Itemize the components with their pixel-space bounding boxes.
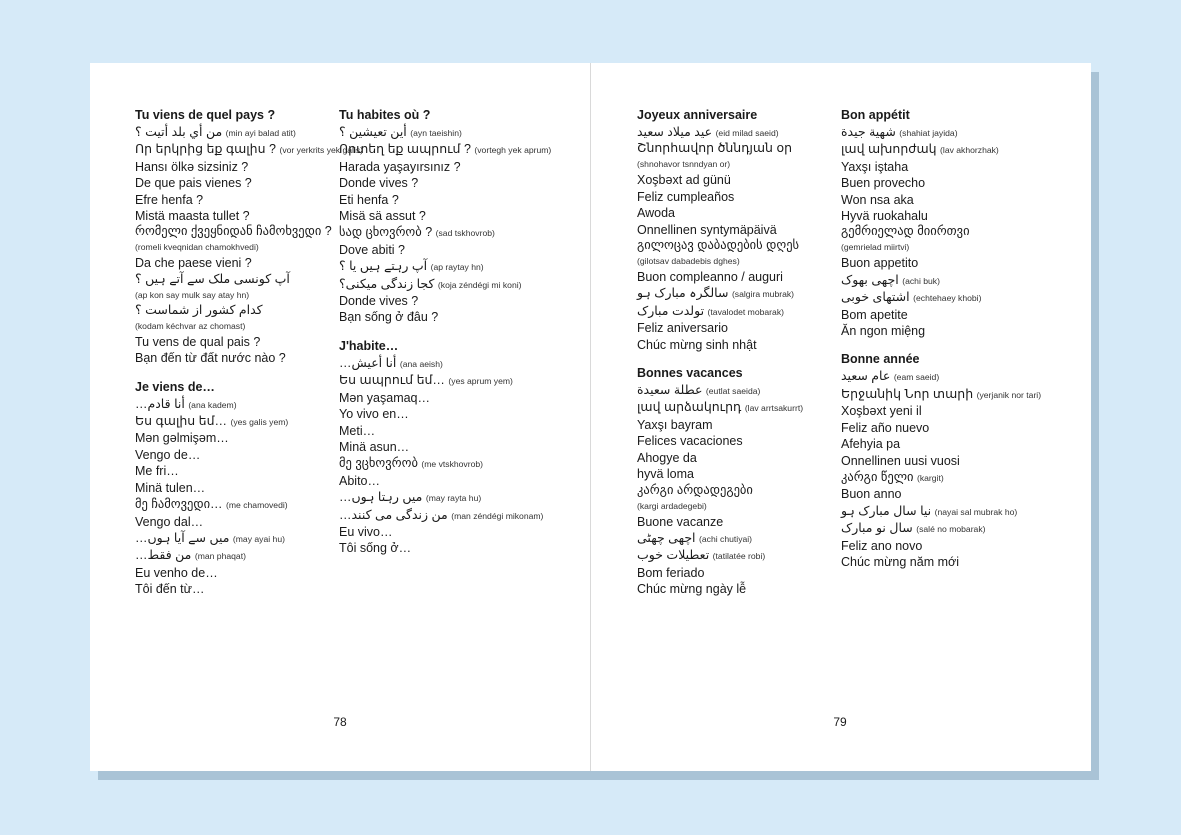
transliteration: (eam saeid) <box>893 372 940 383</box>
phrase-entry <box>637 530 837 547</box>
phrase-entry <box>841 289 1041 306</box>
phrase-text: Xoşbəxt yeni il <box>841 404 922 419</box>
phrase-entry <box>637 581 837 597</box>
phrase-entry <box>841 420 1041 436</box>
phrase-text: Chúc mừng sinh nhật <box>637 337 757 352</box>
phrase-entry <box>841 141 1041 158</box>
phrase-text: Feliz aniversario <box>637 321 729 336</box>
phrase-text: عطلة سعيدة <box>637 383 703 398</box>
phrase-entry <box>637 483 837 514</box>
phrase-entry <box>637 141 837 172</box>
phrase-text: من فقط… <box>135 548 192 563</box>
phrase-text: Buon appetito <box>841 256 919 271</box>
phrase-entry <box>841 255 1041 271</box>
phrase-text: Donde vives ? <box>339 294 419 309</box>
phrase-text: Buone vacanze <box>637 514 724 529</box>
phrase-text: Tôi sống ở… <box>339 541 412 556</box>
phrase-text: سالگرہ مبارک ہو <box>637 286 729 301</box>
phrase-entry <box>637 547 837 564</box>
phrase-entry <box>841 175 1041 191</box>
transliteration: (tavalodet mobarak) <box>707 306 784 317</box>
page-number-left: 78 <box>333 715 347 729</box>
phrase-entry <box>135 303 335 334</box>
phrase-entry <box>339 192 539 208</box>
phrase-entry <box>135 480 335 496</box>
transliteration: (may rayta hu) <box>425 493 482 504</box>
phrase-entry <box>135 255 335 271</box>
phrase-entry <box>135 496 335 513</box>
phrase-text: მე ჩამოვედი… <box>135 497 223 512</box>
phrase-entry <box>135 514 335 530</box>
phrase-text: میں سے آیا ہوں… <box>135 530 230 545</box>
phrase-text: კარგი წელი <box>841 469 914 484</box>
phrase-entry <box>841 403 1041 419</box>
transliteration: (ap kon say mulk say atay hn) <box>135 289 250 300</box>
phrase-text: Mən gəlmişəm… <box>135 431 229 446</box>
phrase-entry <box>637 222 837 238</box>
phrase-entry <box>339 276 539 293</box>
phrase-entry <box>637 172 837 188</box>
phrase-text: გილოცავ დაბადების დღეს <box>637 238 800 253</box>
phrase-entry <box>135 463 335 479</box>
transliteration: (kargit) <box>916 472 944 483</box>
transliteration: (achi buk) <box>902 275 940 286</box>
phrase-text: Feliz ano novo <box>841 538 923 553</box>
page-number-right: 79 <box>833 715 847 729</box>
phrase-entry <box>637 303 837 320</box>
section-i-come-from <box>135 379 335 598</box>
phrase-text: Feliz año nuevo <box>841 420 930 435</box>
phrase-entry <box>841 124 1041 141</box>
phrase-text: Hyvä ruokahalu <box>841 209 928 224</box>
phrase-entry <box>339 175 539 191</box>
transliteration: (salgira mubrak) <box>731 289 795 300</box>
phrase-text: عام سعيد <box>841 369 891 384</box>
transliteration: (yerjanik nor tari) <box>976 389 1042 400</box>
phrase-entry <box>841 323 1041 339</box>
phrase-text: Buon compleanno / auguri <box>637 270 783 285</box>
phrase-entry <box>841 386 1041 403</box>
phrase-entry <box>135 175 335 191</box>
phrase-text: Efre henfa ? <box>135 192 204 207</box>
phrase-text: اچھی بھوک <box>841 272 899 287</box>
phrase-text: آپ کونسی ملک سے آتے ہیں ؟ <box>135 271 290 286</box>
section-title: Bonne année <box>841 352 920 367</box>
phrase-text: Chúc mừng năm mới <box>841 554 959 569</box>
phrase-text: სად ცხოვრობ ? <box>339 225 433 240</box>
phrase-entry <box>637 269 837 285</box>
phrase-entry <box>339 242 539 258</box>
phrase-entry <box>841 469 1041 486</box>
transliteration: (yes aprum yem) <box>448 376 513 387</box>
phrase-entry <box>637 189 837 205</box>
phrase-entry <box>339 309 539 325</box>
phrase-text: Awoda <box>637 206 675 221</box>
phrase-text: Misä sä assut ? <box>339 209 426 224</box>
section-happy-birthday <box>637 107 837 353</box>
phrase-text: Minä asun… <box>339 439 410 454</box>
phrase-text: მე ვცხოვრობ <box>339 456 418 471</box>
phrase-text: რომელი ქვეყნიდან ჩამოხვედი ? <box>135 224 332 239</box>
phrase-text: Onnellinen uusi vuosi <box>841 453 960 468</box>
phrase-text: Xoşbəxt ad günü <box>637 173 731 188</box>
phrase-entry <box>841 538 1041 554</box>
phrase-text: Won nsa aka <box>841 192 914 207</box>
column-3 <box>637 107 837 610</box>
phrase-text: Ես ապրում եմ… <box>339 373 445 388</box>
phrase-entry <box>135 530 335 547</box>
phrase-text: سال نو مبارک <box>841 521 913 536</box>
phrase-entry <box>841 307 1041 323</box>
phrase-entry <box>841 208 1041 224</box>
phrase-entry <box>339 159 539 175</box>
section-title: Tu habites où ? <box>339 108 431 122</box>
phrase-entry <box>637 514 837 530</box>
phrase-entry <box>135 141 364 158</box>
phrase-text: გემრიელად მიირთვი <box>841 224 970 239</box>
phrase-text: کجا زندگی میکنی؟ <box>339 276 435 291</box>
phrase-entry <box>339 355 539 372</box>
transliteration: (sad tskhovrob) <box>435 228 495 239</box>
phrase-entry <box>637 417 837 433</box>
transliteration: (koja zéndégi mi koni) <box>437 279 522 290</box>
phrase-text: Yaxşı iştaha <box>841 159 909 174</box>
phrase-entry <box>339 141 552 158</box>
phrase-text: Eti henfa ? <box>339 192 399 207</box>
transliteration: (vortegh yek aprum) <box>474 145 552 156</box>
phrase-entry <box>339 124 539 141</box>
phrase-entry <box>135 547 335 564</box>
phrase-text: Yo vivo en… <box>339 407 409 422</box>
phrase-text: Hansı ölkə sizsiniz ? <box>135 159 249 174</box>
phrase-entry <box>135 124 335 141</box>
phrase-text: تولدت مبارک <box>637 303 705 318</box>
phrase-entry <box>637 565 837 581</box>
phrase-entry <box>135 350 335 366</box>
transliteration: (vor yerkrits yek galis) <box>279 145 364 156</box>
phrase-text: Որ երկրից եք գալիս ? <box>135 142 276 157</box>
phrase-text: լավ արձակուրդ <box>637 400 742 415</box>
transliteration: (echtehaey khobi) <box>913 293 982 304</box>
phrase-entry <box>339 524 539 540</box>
phrase-text: Feliz cumpleaños <box>637 189 735 204</box>
phrase-text: أنا قادم… <box>135 396 185 411</box>
transliteration: (gemrielad miirtvi) <box>841 242 910 253</box>
phrase-text: Eu venho de… <box>135 565 218 580</box>
phrase-entry <box>637 320 837 336</box>
phrase-text: Ăn ngon miệng <box>841 324 926 339</box>
section-title: Bonnes vacances <box>637 366 743 381</box>
phrase-text: نیا سال مبارک ہو <box>841 503 932 518</box>
phrase-entry <box>841 272 1041 289</box>
phrase-text: Eu vivo… <box>339 524 393 539</box>
transliteration: (ayn taeishin) <box>410 128 462 138</box>
transliteration: (eid milad saeid) <box>715 128 779 138</box>
phrase-entry <box>841 368 1041 385</box>
phrase-text: کدام کشور از شماست ؟ <box>135 302 263 317</box>
phrase-text: اچھی چھٹی <box>637 530 696 545</box>
column-2 <box>339 107 552 569</box>
phrase-text: Որտեղ եք ապրում ? <box>339 142 471 157</box>
phrase-entry <box>339 293 539 309</box>
phrase-text: Harada yaşayırsınız ? <box>339 159 461 174</box>
section-happy-holidays <box>637 365 837 597</box>
transliteration: (ana aeish) <box>399 358 443 369</box>
transliteration: (me vtskhovrob) <box>421 459 484 470</box>
phrase-entry <box>339 473 539 489</box>
phrase-text: De que pais vienes ? <box>135 176 252 191</box>
phrase-entry <box>637 285 837 302</box>
phrase-entry <box>841 224 1041 255</box>
phrase-text: Ahogye da <box>637 450 697 465</box>
phrase-entry <box>135 430 335 446</box>
phrase-entry <box>637 466 837 482</box>
transliteration: (nayai sal mubrak ho) <box>934 506 1018 517</box>
phrase-text: Vengo dal… <box>135 514 204 529</box>
phrase-entry <box>135 192 335 208</box>
transliteration: (ap raytay hn) <box>430 262 484 273</box>
transliteration: (gilotsav dabadebis dghes) <box>637 256 740 267</box>
phrase-entry <box>135 224 335 255</box>
transliteration: (may ayai hu) <box>232 533 285 544</box>
book-spread <box>90 63 1091 771</box>
transliteration: (tatilatée robi) <box>712 551 766 562</box>
phrase-entry <box>841 520 1041 537</box>
transliteration: (yes galis yem) <box>230 417 289 428</box>
phrase-text: Onnellinen syntymäpäivä <box>637 222 777 237</box>
phrase-entry <box>339 390 539 406</box>
transliteration: (salé no mobarak) <box>916 524 986 535</box>
phrase-text: Երջանիկ Նոր տարի <box>841 386 974 401</box>
phrase-text: Vengo de… <box>135 447 201 462</box>
phrase-entry <box>339 423 539 439</box>
transliteration: (eutlat saeida) <box>705 386 761 397</box>
section-title: Tu viens de quel pays ? <box>135 108 276 122</box>
phrase-text: Bom apetite <box>841 307 908 322</box>
transliteration: (kodam kéchvar az chomast) <box>135 320 246 331</box>
phrase-entry <box>135 208 335 224</box>
transliteration: (min ayi balad atit) <box>225 128 296 138</box>
section-title: Je viens de… <box>135 379 215 394</box>
transliteration: (romeli kveqnidan chamokhvedi) <box>135 242 259 253</box>
phrase-entry <box>637 337 837 353</box>
phrase-entry <box>135 413 335 430</box>
section-where-live <box>339 107 552 326</box>
phrase-text: Շնորհավոր ծննդյան օր <box>637 141 792 156</box>
phrase-entry <box>637 205 837 221</box>
phrase-text: Donde vives ? <box>339 176 419 191</box>
phrase-entry <box>339 507 544 524</box>
phrase-entry <box>339 208 539 224</box>
phrase-entry <box>339 258 539 275</box>
phrase-entry <box>339 439 539 455</box>
phrase-text: اشتهای خوبی <box>841 290 910 305</box>
phrase-text: Bom feriado <box>637 565 705 580</box>
phrase-text: Minä tulen… <box>135 480 206 495</box>
phrase-entry <box>339 455 539 472</box>
phrase-text: Buen provecho <box>841 176 926 191</box>
phrase-entry <box>637 124 837 141</box>
phrase-text: عيد ميلاد سعيد <box>637 125 713 139</box>
phrase-text: Buon anno <box>841 487 902 502</box>
page-gutter <box>590 63 591 771</box>
phrase-text: լավ ախորժակ <box>841 142 937 157</box>
phrase-text: میں رہتا ہوں… <box>339 490 423 505</box>
phrase-entry <box>841 486 1041 502</box>
phrase-text: Mistä maasta tullet ? <box>135 209 250 224</box>
phrase-text: Mən yaşamaq… <box>339 390 431 405</box>
transliteration: (man phaqat) <box>194 551 246 562</box>
phrase-entry <box>339 406 539 422</box>
phrase-entry <box>135 396 335 413</box>
phrase-text: Yaxşı bayram <box>637 417 713 432</box>
phrase-entry <box>135 565 335 581</box>
phrase-text: Abito… <box>339 473 380 488</box>
phrase-text: Bạn đến từ đất nước nào ? <box>135 351 286 366</box>
phrase-text: კარგი არდადეგები <box>637 482 753 497</box>
phrase-text: Chúc mừng ngày lễ <box>637 582 747 597</box>
phrase-text: Dove abiti ? <box>339 242 406 257</box>
phrase-text: Afehyia pa <box>841 437 901 452</box>
section-title: Bon appétit <box>841 108 910 122</box>
phrase-entry <box>135 159 335 175</box>
section-where-from <box>135 107 364 367</box>
transliteration: (man zéndégi mikonam) <box>451 510 544 521</box>
phrase-entry <box>637 450 837 466</box>
phrase-entry <box>841 453 1041 469</box>
phrase-entry <box>339 372 539 389</box>
phrase-entry <box>637 399 837 416</box>
phrase-text: Tu vens de qual pais ? <box>135 334 261 349</box>
transliteration: (kargi ardadegebi) <box>637 500 707 511</box>
section-happy-new-year <box>841 351 1041 570</box>
phrase-text: Ես գալիս եմ… <box>135 414 227 429</box>
phrase-entry <box>135 272 335 303</box>
phrase-entry <box>339 540 539 556</box>
phrase-entry <box>841 159 1041 175</box>
phrase-text: Da che paese vieni ? <box>135 256 252 271</box>
phrase-entry <box>841 436 1041 452</box>
transliteration: (ana kadem) <box>188 399 237 410</box>
phrase-entry <box>637 433 837 449</box>
phrase-entry <box>841 554 1041 570</box>
phrase-text: أنا أعيش… <box>339 355 397 370</box>
phrase-entry <box>135 581 335 597</box>
transliteration: (lav akhorzhak) <box>940 145 999 156</box>
phrase-text: شهية جيدة <box>841 125 896 139</box>
phrase-entry <box>339 224 539 241</box>
phrase-text: Bạn sống ở đâu ? <box>339 310 439 325</box>
phrase-text: hyvä loma <box>637 467 694 482</box>
section-title: J'habite… <box>339 338 399 353</box>
phrase-entry <box>841 192 1041 208</box>
phrase-text: تعطیلات خوب <box>637 548 710 563</box>
phrase-text: من أي بلد أتيت ؟ <box>135 125 223 139</box>
phrase-text: أين تعيشين ؟ <box>339 125 407 139</box>
phrase-entry <box>841 503 1041 520</box>
phrase-text: Felices vacaciones <box>637 434 743 449</box>
phrase-text: Meti… <box>339 423 376 438</box>
phrase-text: آپ رہتے ہیں یا ؟ <box>339 259 428 274</box>
column-4 <box>841 107 1041 582</box>
phrase-entry <box>339 489 539 506</box>
transliteration: (shahiat jayida) <box>899 128 958 138</box>
phrase-entry <box>135 447 335 463</box>
phrase-entry <box>637 382 837 399</box>
section-i-live <box>339 338 544 557</box>
transliteration: (me chamovedi) <box>226 500 288 511</box>
phrase-entry <box>135 334 335 350</box>
phrase-text: Tôi đến từ… <box>135 582 205 597</box>
transliteration: (lav arrtsakurrt) <box>744 403 804 414</box>
transliteration: (shnohavor tsnndyan or) <box>637 159 731 170</box>
section-title: Joyeux anniversaire <box>637 108 758 122</box>
transliteration: (achi chutiyai) <box>699 533 753 544</box>
section-bon-appetit <box>841 107 1041 339</box>
phrase-text: Me fri… <box>135 464 179 479</box>
phrase-text: من زندگی می کنند… <box>339 507 448 522</box>
phrase-entry <box>637 238 837 269</box>
